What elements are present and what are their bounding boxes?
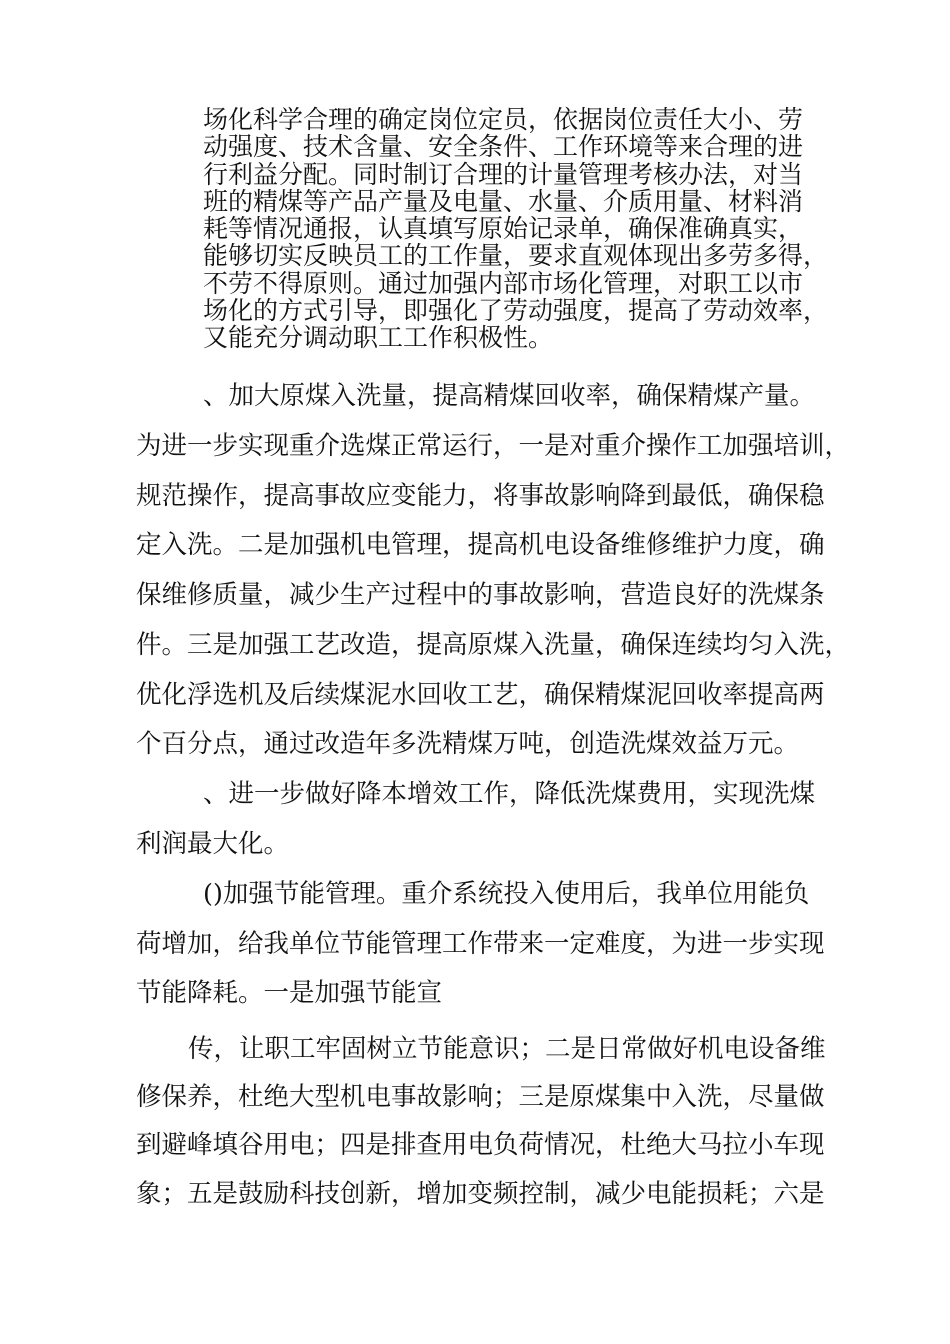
text-line: 传，让职工牢固树立节能意识；二是日常做好机电设备维 [188, 1034, 826, 1064]
text-line: 荷增加，给我单位节能管理工作带来一定难度，为进一步实现 [136, 929, 825, 959]
text-line: 能够切实反映员工的工作量，要求直观体现出多劳多得， [203, 241, 829, 270]
text-line: 场化科学合理的确定岗位定员，依据岗位责任大小、劳 [203, 105, 804, 134]
text-line: 优化浮选机及后续煤泥水回收工艺，确保精煤泥回收率提高两 [136, 680, 825, 710]
text-line: 耗等情况通报，认真填写原始记录单，确保准确真实， [203, 214, 804, 243]
text-line: 修保养，杜绝大型机电事故影响；三是原煤集中入洗，尽量做 [136, 1082, 825, 1112]
text-line: 、进一步做好降本增效工作，降低洗煤费用，实现洗煤 [203, 779, 816, 809]
text-line: 个百分点，通过改造年多洗精煤万吨，创造洗煤效益万元。 [136, 729, 800, 759]
text-line: 定入洗。二是加强机电管理，提高机电设备维修维护力度，确 [136, 530, 825, 560]
text-line: 节能降耗。一是加强节能宣 [136, 978, 443, 1008]
text-line: ()加强节能管理。重介系统投入使用后，我单位用能负 [203, 879, 810, 909]
text-line: 件。三是加强工艺改造，提高原煤入洗量，确保连续均匀入洗， [136, 630, 851, 660]
text-line: 动强度、技术含量、安全条件、工作环境等来合理的进 [203, 132, 804, 161]
text-line: 行利益分配。同时制订合理的计量管理考核办法，对当 [203, 160, 804, 189]
text-line: 又能充分调动职工工作积极性。 [203, 323, 554, 352]
text-line: 规范操作，提高事故应变能力，将事故影响降到最低，确保稳 [136, 481, 825, 511]
section-heading: 、加大原煤入洗量，提高精煤回收率，确保精煤产量。 [203, 381, 816, 411]
text-line: 为进一步实现重介选煤正常运行，一是对重介操作工加强培训， [136, 431, 851, 461]
text-line: 到避峰填谷用电；四是排查用电负荷情况，杜绝大马拉小车现 [136, 1130, 825, 1160]
text-line: 不劳不得原则。通过加强内部市场化管理，对职工以市 [203, 269, 804, 298]
text-line: 利润最大化。 [136, 829, 290, 859]
text-line: 场化的方式引导，即强化了劳动强度，提高了劳动效率， [203, 296, 829, 325]
text-line: 保维修质量，减少生产过程中的事故影响，营造良好的洗煤条 [136, 580, 825, 610]
text-line: 班的精煤等产品产量及电量、水量、介质用量、材料消 [203, 187, 804, 216]
text-line: 象；五是鼓励科技创新，增加变频控制，减少电能损耗；六是 [136, 1179, 825, 1209]
